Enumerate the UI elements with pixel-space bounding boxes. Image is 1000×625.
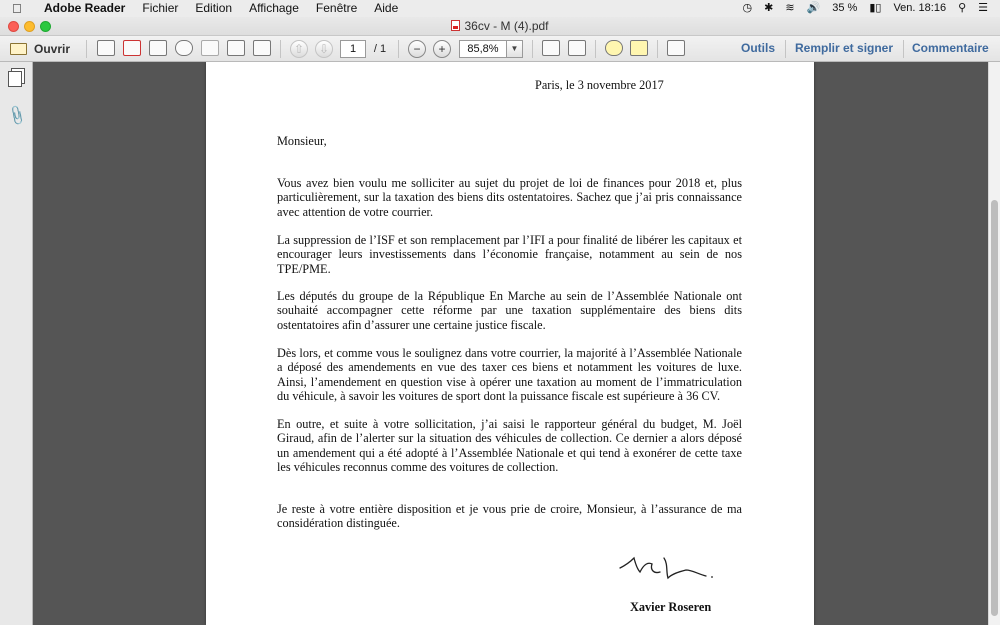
page-number-input[interactable]: 1 — [340, 40, 366, 58]
window-title-bar — [0, 17, 1000, 36]
pdf-page[interactable] — [206, 62, 814, 625]
toolbar-divider — [532, 40, 533, 58]
document-title-text: 36cv - M (4).pdf — [464, 19, 549, 33]
letter-paragraph: La suppression de l’ISF et son remplacement par l’IFI a pour finalité de libérer les capitaux et encourager leurs investissements dans l’économie française, notamment au sein de nos TPE/PME. — [277, 233, 742, 276]
status-area — [743, 0, 1000, 17]
letter-paragraph: Je reste à votre entière disposition et je vous prie de croire, Monsieur, à l’assurance de ma considération distinguée. — [277, 502, 742, 531]
zoom-level-input[interactable]: 85,8% — [459, 40, 507, 58]
fit-width-icon[interactable] — [568, 40, 586, 56]
next-page-icon[interactable]: ⇩ — [315, 40, 333, 58]
menu-aide[interactable]: Aide — [374, 1, 399, 15]
cloud-upload-icon[interactable] — [175, 40, 193, 56]
zoom-out-icon[interactable]: − — [408, 40, 426, 58]
comment-button[interactable]: Commentaire — [912, 41, 989, 55]
sticky-note-icon[interactable] — [605, 40, 623, 56]
battery-icon[interactable]: ▮▯ — [869, 2, 882, 14]
bluetooth-icon[interactable]: ✱ — [764, 2, 774, 14]
page-thumbnails-icon[interactable] — [8, 71, 22, 87]
pdf-file-icon — [451, 20, 460, 31]
save-icon[interactable] — [201, 40, 219, 56]
previous-page-icon[interactable]: ⇧ — [290, 40, 308, 58]
document-view[interactable] — [33, 62, 988, 625]
print-icon[interactable] — [227, 40, 245, 56]
menu-edition[interactable]: Edition — [195, 1, 233, 15]
open-button-label: Ouvrir — [33, 42, 70, 56]
letter-paragraph: En outre, et suite à votre sollicitation, j’ai saisi le rapporteur général du budget, M. Joël Giraud, afin de l’alerter sur la situation des véhicules de collection. Ce dernier a alors déposé un amendement qui a été adopté à l’Assemblée Nationale et qui tend à exonérer de cette taxe les véhicules reconnus comme des voitures de collection. — [277, 417, 742, 475]
clock[interactable]: Ven. 18:16 — [893, 2, 947, 14]
create-pdf-icon[interactable] — [97, 40, 115, 56]
toolbar — [0, 36, 1000, 62]
tools-button[interactable]: Outils — [741, 41, 776, 55]
zoom-dropdown-icon[interactable]: ▼ — [507, 40, 523, 58]
edit-pdf-icon[interactable] — [149, 40, 167, 56]
toolbar-divider — [595, 40, 596, 58]
document-title — [0, 19, 1000, 33]
letter-paragraph: Dès lors, et comme vous le soulignez dans votre courrier, la majorité à l’Assemblée Nationale a déposé des amendements en vue des taxer ces biens et notamment les voitures de luxe. Ainsi, l’amendement en question vise à opérer une taxation au moment de l’immatriculation du véhicule, à savoir les voitures de sport dont la puissance fiscale est supérieure à 36 CV. — [277, 346, 742, 404]
zoom-in-icon[interactable]: + — [433, 40, 451, 58]
page-total: / 1 — [373, 43, 387, 55]
toolbar-divider — [785, 40, 786, 58]
notification-center-icon[interactable]: ☰ — [978, 2, 988, 14]
volume-icon[interactable]: 🔊 — [806, 2, 821, 14]
fit-page-icon[interactable] — [542, 40, 560, 56]
handwritten-signature — [616, 550, 716, 590]
fill-and-sign-button[interactable]: Remplir et signer — [795, 41, 894, 55]
letter-salutation: Monsieur, — [277, 134, 327, 148]
scrollbar-thumb[interactable] — [991, 200, 998, 616]
letter-date: Paris, le 3 novembre 2017 — [535, 78, 664, 92]
attachments-icon[interactable]: 📎 — [5, 103, 29, 127]
email-icon[interactable] — [253, 40, 271, 56]
menu-fenetre[interactable]: Fenêtre — [315, 1, 358, 15]
folder-icon — [10, 43, 27, 55]
toolbar-divider — [903, 40, 904, 58]
letter-paragraph: Les députés du groupe de la République En Marche au sein de l’Assemblée Nationale ont souhaité accompagner cette réforme par une taxation supplémentaire des biens dits ostentatoires afin d’assurer une certaine justice fiscale. — [277, 289, 742, 332]
full-screen-icon[interactable] — [667, 40, 685, 56]
signer-name: Xavier Roseren — [630, 600, 712, 614]
apple-menu-icon[interactable] — [12, 0, 28, 17]
toolbar-divider — [657, 40, 658, 58]
letter-paragraph: Vous avez bien voulu me solliciter au sujet du projet de loi de finances pour 2018 et, plus particulièrement, sur la taxation des biens dits ostentatoires. Sachez que j’ai pris connaissance avec attention de votre courrier. — [277, 176, 742, 219]
toolbar-divider — [280, 40, 281, 58]
battery-percent[interactable]: 35 % — [832, 2, 858, 14]
menu-bar — [0, 0, 1000, 17]
toolbar-divider — [86, 40, 87, 58]
highlight-icon[interactable] — [630, 40, 648, 56]
navigation-pane — [0, 62, 33, 625]
vertical-scrollbar[interactable] — [988, 62, 1000, 625]
export-pdf-icon[interactable] — [123, 40, 141, 56]
spotlight-icon[interactable]: ⚲ — [958, 2, 967, 14]
menu-affichage[interactable]: Affichage — [249, 1, 299, 15]
wifi-icon[interactable]: ≋ — [785, 2, 795, 14]
toolbar-divider — [398, 40, 399, 58]
menu-app-name[interactable]: Adobe Reader — [44, 1, 126, 15]
time-machine-icon[interactable]: ◷ — [742, 2, 753, 14]
open-button[interactable] — [7, 40, 73, 58]
menu-fichier[interactable]: Fichier — [142, 1, 179, 15]
